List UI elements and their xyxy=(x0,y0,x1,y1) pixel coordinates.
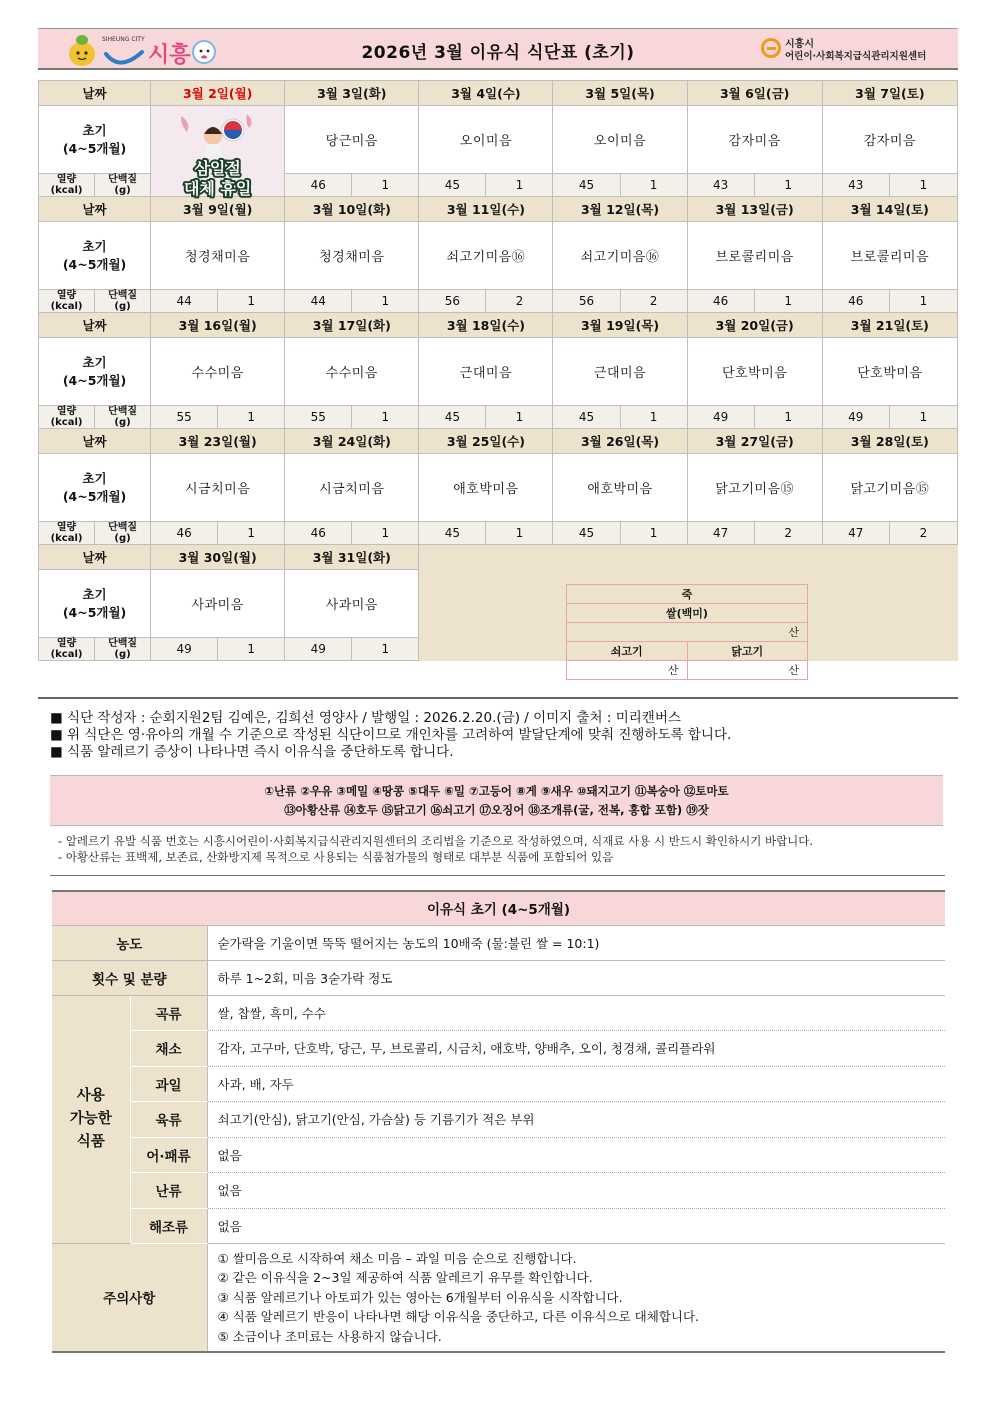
date-cell: 3월 20일(금) xyxy=(687,313,822,338)
protein-label xyxy=(95,290,151,313)
date-cell: 3월 16일(월) xyxy=(151,313,285,338)
date-cell: 3월 2일(월) xyxy=(151,81,285,106)
protein-value: 1 xyxy=(754,174,822,197)
date-cell: 3월 14일(토) xyxy=(822,197,957,222)
kcal-value: 45 xyxy=(419,522,486,545)
porridge-beef-origin: 산 xyxy=(567,661,688,680)
holiday-cell xyxy=(151,106,285,197)
date-cell: 3월 19일(목) xyxy=(553,313,687,338)
date-cell: 3월 7일(토) xyxy=(822,81,957,106)
kcal-value: 47 xyxy=(687,522,754,545)
protein-value: 1 xyxy=(218,638,285,661)
dish-cell: 쇠고기미음⑯ xyxy=(419,222,553,290)
notes xyxy=(50,710,731,761)
date-header-label: 날짜 xyxy=(39,197,151,222)
protein-label xyxy=(95,638,151,661)
food-items: 쌀, 찹쌀, 흑미, 수수 xyxy=(207,995,945,1031)
dish-cell: 단호박미음 xyxy=(822,338,957,406)
caution-item: ① 쌀미음으로 시작하여 채소 미음 – 과일 미음 순으로 진행합니다. xyxy=(217,1250,577,1266)
kcal-label-text: 열량 xyxy=(56,406,77,417)
date-header-label: 날짜 xyxy=(39,545,151,570)
protein-value: 1 xyxy=(352,522,419,545)
date-cell: 3월 13일(금) xyxy=(687,197,822,222)
food-items: 없음 xyxy=(207,1137,945,1173)
dish-cell: 감자미음 xyxy=(822,106,957,174)
allergy-line: ⑬아황산류 ⑭호두 ⑮닭고기 ⑯쇠고기 ⑰오징어 ⑱조개류(굴, 전복, 홍합 포함) ⑲잣 xyxy=(284,803,709,817)
kcal-value: 44 xyxy=(285,290,352,313)
date-cell: 3월 18일(수) xyxy=(419,313,553,338)
kcal-unit-text: (kcal) xyxy=(50,301,83,312)
protein-value: 1 xyxy=(889,290,957,313)
kcal-value: 45 xyxy=(553,522,620,545)
dish-cell: 청경채미음 xyxy=(151,222,285,290)
dish-cell: 근대미음 xyxy=(419,338,553,406)
fine-print xyxy=(58,833,813,865)
divider xyxy=(38,697,958,699)
kcal-value: 55 xyxy=(151,406,218,429)
allergy-legend xyxy=(50,775,943,826)
fine-print-item: - 알레르기 유발 식품 번호는 시흥시어린이·사회복지급식관리지원센터의 조리법을 기준으로 작성하였으며, 식재료 사용 시 반드시 확인하시기 바랍니다. xyxy=(58,833,813,849)
protein-label xyxy=(95,522,151,545)
date-row xyxy=(39,81,958,106)
food-items: 없음 xyxy=(207,1173,945,1209)
date-cell: 3월 6일(금) xyxy=(687,81,822,106)
protein-value: 1 xyxy=(352,406,419,429)
consistency-value: 숟가락을 기울이면 뚝뚝 떨어지는 농도의 10배죽 (물:불린 쌀 = 10:1) xyxy=(207,925,945,960)
protein-value: 1 xyxy=(620,174,687,197)
date-row xyxy=(39,197,958,222)
stage-label-text: 초기 xyxy=(82,354,107,370)
protein-unit-text: (g) xyxy=(114,301,131,312)
holiday-text-line2: 대체 휴일 xyxy=(183,179,252,198)
kcal-value: 45 xyxy=(553,174,620,197)
page-title: 2026년 3월 이유식 식단표 (초기) xyxy=(361,43,635,63)
menu-row xyxy=(39,338,958,406)
kcal-label xyxy=(39,290,95,313)
protein-unit-text: (g) xyxy=(114,533,131,544)
protein-value: 2 xyxy=(620,290,687,313)
kcal-unit-text: (kcal) xyxy=(50,185,83,196)
fine-print-item: - 아황산류는 표백제, 보존료, 산화방지제 목적으로 사용되는 식품첨가물의 형태로 대부분 식품에 포함되어 있음 xyxy=(58,849,813,865)
date-cell: 3월 28일(토) xyxy=(822,429,957,454)
porridge-beef-label: 쇠고기 xyxy=(567,642,688,661)
dish-cell: 수수미음 xyxy=(285,338,419,406)
date-cell: 3월 17일(화) xyxy=(285,313,419,338)
kcal-value: 46 xyxy=(285,522,352,545)
kcal-value: 55 xyxy=(285,406,352,429)
kcal-label xyxy=(39,174,95,197)
kcal-label xyxy=(39,638,95,661)
date-cell: 3월 9일(월) xyxy=(151,197,285,222)
food-category: 과일 xyxy=(130,1066,207,1102)
protein-value: 1 xyxy=(486,174,553,197)
nutrition-row xyxy=(39,522,958,545)
dish-cell: 사과미음 xyxy=(285,570,419,638)
kcal-value: 45 xyxy=(553,406,620,429)
kcal-label xyxy=(39,406,95,429)
caution-list xyxy=(207,1244,945,1352)
porridge-origin-box xyxy=(566,584,808,680)
protein-label-text: 단백질 xyxy=(108,290,138,301)
dish-cell: 오이미음 xyxy=(553,106,687,174)
siheung-logo-subtext: SIHEUNG CITY xyxy=(102,36,145,43)
stage-age-text: (4~5개월) xyxy=(62,140,127,156)
food-items: 사과, 배, 자두 xyxy=(207,1066,945,1102)
dish-cell: 애호박미음 xyxy=(419,454,553,522)
protein-label-text: 단백질 xyxy=(108,406,138,417)
porridge-rice-label: 쌀(백미) xyxy=(567,604,808,623)
date-cell: 3월 24일(화) xyxy=(285,429,419,454)
date-cell: 3월 12일(목) xyxy=(553,197,687,222)
food-category: 어·패류 xyxy=(130,1137,207,1173)
food-items: 없음 xyxy=(207,1208,945,1244)
date-cell: 3월 23일(월) xyxy=(151,429,285,454)
center-logo xyxy=(761,35,946,65)
center-logo-icon xyxy=(761,38,781,58)
date-row xyxy=(39,429,958,454)
protein-label xyxy=(95,406,151,429)
dish-cell: 시금치미음 xyxy=(285,454,419,522)
food-items: 쇠고기(안심), 닭고기(안심, 가슴살) 등 기름기가 적은 부위 xyxy=(207,1102,945,1138)
stage-label xyxy=(39,570,151,638)
protein-value: 1 xyxy=(486,406,553,429)
stage-label-text: 초기 xyxy=(82,470,107,486)
protein-value: 1 xyxy=(352,290,419,313)
food-category: 육류 xyxy=(130,1102,207,1138)
menu-table xyxy=(38,80,958,661)
protein-value: 1 xyxy=(218,406,285,429)
protein-value: 2 xyxy=(754,522,822,545)
date-cell: 3월 25일(수) xyxy=(419,429,553,454)
kcal-label-text: 열량 xyxy=(56,290,77,301)
kcal-label xyxy=(39,522,95,545)
date-cell: 3월 30일(월) xyxy=(151,545,285,570)
kcal-value: 43 xyxy=(822,174,889,197)
caution-item: ③ 식품 알레르기나 아토피가 있는 영아는 6개월부터 이유식을 시작합니다. xyxy=(217,1289,623,1305)
food-items: 감자, 고구마, 단호박, 당근, 무, 브로콜리, 시금치, 애호박, 양배추, 오이, 청경채, 콜리플라워 xyxy=(207,1031,945,1067)
protein-value: 2 xyxy=(889,522,957,545)
protein-value: 1 xyxy=(218,290,285,313)
dish-cell: 근대미음 xyxy=(553,338,687,406)
date-cell: 3월 26일(목) xyxy=(553,429,687,454)
protein-value: 1 xyxy=(889,406,957,429)
foods-label-line: 사용 xyxy=(76,1087,105,1104)
amount-label: 횟수 및 분량 xyxy=(52,960,207,995)
date-header-label: 날짜 xyxy=(39,81,151,106)
protein-unit-text: (g) xyxy=(114,417,131,428)
caution-item: ④ 식품 알레르기 반응이 나타나면 해당 이유식을 중단하고, 다른 이유식으로 대체합니다. xyxy=(217,1309,700,1324)
kcal-unit-text: (kcal) xyxy=(50,533,83,544)
porridge-rice-origin: 산 xyxy=(567,623,808,642)
stage-age-text: (4~5개월) xyxy=(62,604,127,620)
food-category: 해조류 xyxy=(130,1208,207,1244)
protein-value: 1 xyxy=(620,406,687,429)
stage-label xyxy=(39,454,151,522)
guide-title: 이유식 초기 (4~5개월) xyxy=(52,891,945,925)
stage-label-text: 초기 xyxy=(82,238,107,254)
kcal-value: 49 xyxy=(822,406,889,429)
date-header-label: 날짜 xyxy=(39,313,151,338)
protein-value: 1 xyxy=(352,638,419,661)
stage-label-text: 초기 xyxy=(82,122,107,138)
protein-value: 1 xyxy=(218,522,285,545)
protein-value: 1 xyxy=(889,174,957,197)
kcal-value: 49 xyxy=(285,638,352,661)
kcal-value: 46 xyxy=(285,174,352,197)
kcal-unit-text: (kcal) xyxy=(50,417,83,428)
foods-label-line: 가능한 xyxy=(69,1110,112,1127)
dish-cell: 시금치미음 xyxy=(151,454,285,522)
kcal-value: 46 xyxy=(687,290,754,313)
consistency-label: 농도 xyxy=(52,925,207,960)
kcal-label-text: 열량 xyxy=(56,174,77,185)
kcal-label-text: 열량 xyxy=(56,638,77,649)
kcal-value: 56 xyxy=(419,290,486,313)
protein-value: 1 xyxy=(352,174,419,197)
holiday-text-line1: 삼일절 xyxy=(194,159,241,178)
food-category: 난류 xyxy=(130,1173,207,1209)
dish-cell: 감자미음 xyxy=(687,106,822,174)
amount-value: 하루 1~2회, 미음 3숟가락 정도 xyxy=(207,960,945,995)
kcal-value: 43 xyxy=(687,174,754,197)
holiday-badge xyxy=(151,106,284,196)
protein-label xyxy=(95,174,151,197)
date-cell: 3월 10일(화) xyxy=(285,197,419,222)
porridge-chicken-label: 닭고기 xyxy=(687,642,808,661)
porridge-title: 죽 xyxy=(567,585,808,604)
protein-unit-text: (g) xyxy=(114,649,131,660)
caution-label: 주의사항 xyxy=(52,1244,207,1352)
dish-cell: 오이미음 xyxy=(419,106,553,174)
protein-label-text: 단백질 xyxy=(108,174,138,185)
stage-label xyxy=(39,106,151,174)
note-item: ■ 식단 작성자 : 순회지원2팀 김예은, 김희선 영양사 / 발행일 : 2026.2.20.(금) / 이미지 출처 : 미리캔버스 xyxy=(50,710,731,727)
kcal-value: 49 xyxy=(687,406,754,429)
dish-cell: 쇠고기미음⑯ xyxy=(553,222,687,290)
date-cell: 3월 3일(화) xyxy=(285,81,419,106)
protein-label-text: 단백질 xyxy=(108,522,138,533)
dish-cell: 애호박미음 xyxy=(553,454,687,522)
header-banner xyxy=(38,28,958,70)
dish-cell: 단호박미음 xyxy=(687,338,822,406)
porridge-chicken-origin: 산 xyxy=(687,661,808,680)
date-cell: 3월 11일(수) xyxy=(419,197,553,222)
protein-value: 1 xyxy=(754,290,822,313)
kcal-value: 44 xyxy=(151,290,218,313)
kcal-value: 47 xyxy=(822,522,889,545)
protein-unit-text: (g) xyxy=(114,185,131,196)
dish-cell: 당근미음 xyxy=(285,106,419,174)
stage-label xyxy=(39,222,151,290)
date-row xyxy=(39,545,958,570)
dish-cell: 닭고기미음⑮ xyxy=(687,454,822,522)
dish-cell: 수수미음 xyxy=(151,338,285,406)
protein-value: 2 xyxy=(486,290,553,313)
kcal-value: 49 xyxy=(151,638,218,661)
kcal-value: 46 xyxy=(151,522,218,545)
dish-cell: 사과미음 xyxy=(151,570,285,638)
allergy-line: ①난류 ②우유 ③메밀 ④땅콩 ⑤대두 ⑥밀 ⑦고등어 ⑧게 ⑨새우 ⑩돼지고기 ⑪복숭아 ⑫토마토 xyxy=(264,784,729,798)
caution-item: ② 같은 이유식을 2~3일 제공하여 식품 알레르기 유무를 확인합니다. xyxy=(217,1270,593,1285)
protein-value: 1 xyxy=(620,522,687,545)
date-cell: 3월 31일(화) xyxy=(285,545,419,570)
stage-label-text: 초기 xyxy=(82,586,107,602)
protein-label-text: 단백질 xyxy=(108,638,138,649)
nutrition-row xyxy=(39,290,958,313)
center-logo-line2: 어린이·사회복지급식관리지원센터 xyxy=(785,51,927,62)
guide-table xyxy=(52,890,945,1353)
dish-cell: 브로콜리미음 xyxy=(822,222,957,290)
note-item: ■ 식품 알레르기 증상이 나타나면 즉시 이유식을 중단하도록 합니다. xyxy=(50,744,731,761)
date-cell: 3월 21일(토) xyxy=(822,313,957,338)
kcal-value: 45 xyxy=(419,174,486,197)
stage-label xyxy=(39,338,151,406)
kcal-label-text: 열량 xyxy=(56,522,77,533)
divider xyxy=(50,875,945,876)
food-category: 곡류 xyxy=(130,995,207,1031)
date-header-label: 날짜 xyxy=(39,429,151,454)
date-cell: 3월 27일(금) xyxy=(687,429,822,454)
foods-label xyxy=(52,995,130,1244)
stage-age-text: (4~5개월) xyxy=(62,256,127,272)
kcal-value: 56 xyxy=(553,290,620,313)
kcal-value: 45 xyxy=(419,406,486,429)
menu-row xyxy=(39,454,958,522)
protein-value: 1 xyxy=(754,406,822,429)
center-logo-line1: 시흥시 xyxy=(785,39,814,50)
siheung-logo-name: 시흥 xyxy=(148,43,191,68)
food-category: 채소 xyxy=(130,1031,207,1067)
date-row xyxy=(39,313,958,338)
menu-row xyxy=(39,106,958,174)
protein-value: 1 xyxy=(486,522,553,545)
stage-age-text: (4~5개월) xyxy=(62,372,127,388)
kcal-value: 46 xyxy=(822,290,889,313)
caution-item: ⑤ 소금이나 조미료는 사용하지 않습니다. xyxy=(217,1328,442,1344)
dish-cell: 청경채미음 xyxy=(285,222,419,290)
stage-age-text: (4~5개월) xyxy=(62,488,127,504)
foods-label-line: 식품 xyxy=(76,1133,105,1150)
date-cell: 3월 5일(목) xyxy=(553,81,687,106)
dish-cell: 브로콜리미음 xyxy=(687,222,822,290)
date-cell: 3월 4일(수) xyxy=(419,81,553,106)
nutrition-row xyxy=(39,406,958,429)
note-item: ■ 위 식단은 영·유아의 개월 수 기준으로 작성된 식단이므로 개인차를 고려하여 발달단계에 맞춰 진행하도록 합니다. xyxy=(50,727,731,744)
dish-cell: 닭고기미음⑮ xyxy=(822,454,957,522)
kcal-unit-text: (kcal) xyxy=(50,649,83,660)
menu-row xyxy=(39,222,958,290)
